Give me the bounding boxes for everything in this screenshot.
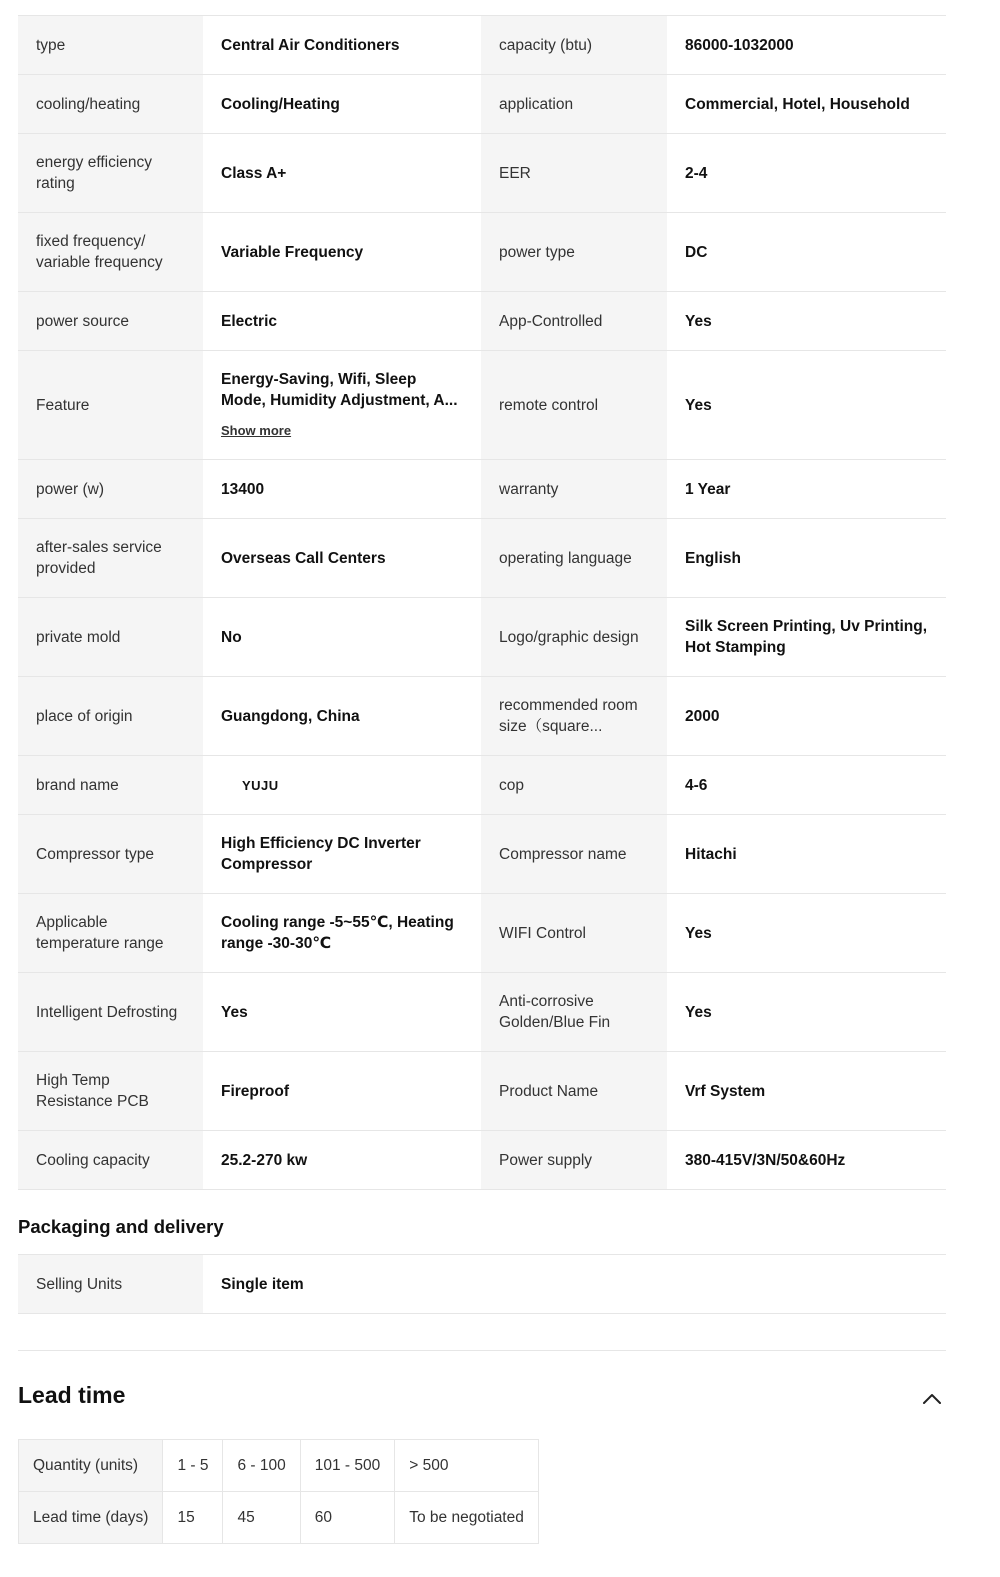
attribute-value: 86000-1032000	[667, 16, 946, 75]
attribute-key: High Temp Resistance PCB	[18, 1052, 203, 1131]
attribute-key: application	[481, 75, 667, 134]
attribute-key: power (w)	[18, 460, 203, 519]
attribute-row	[18, 756, 946, 815]
attribute-key: WIFI Control	[481, 894, 667, 973]
attribute-key: operating language	[481, 519, 667, 598]
attribute-value: 4-6	[667, 756, 946, 815]
attribute-value: High Efficiency DC Inverter Compressor	[203, 815, 481, 894]
lead-time-title: Lead time	[18, 1382, 126, 1408]
quantity-range: 101 - 500	[300, 1440, 395, 1492]
attribute-value: Cooling range -5~55℃, Heating range -30-30℃	[203, 894, 481, 973]
attribute-key: Compressor name	[481, 815, 667, 894]
attribute-value-cell	[203, 351, 481, 460]
attribute-key: energy efficiency rating	[18, 134, 203, 213]
attribute-row	[18, 351, 946, 460]
attribute-key: Power supply	[481, 1131, 667, 1190]
attribute-key: power type	[481, 213, 667, 292]
attribute-key: Logo/graphic design	[481, 598, 667, 677]
attribute-row	[18, 213, 946, 292]
attribute-row	[18, 1052, 946, 1131]
attribute-key: Cooling capacity	[18, 1131, 203, 1190]
attribute-row	[18, 815, 946, 894]
attribute-key: recommended room size（square...	[481, 677, 667, 756]
attribute-row	[18, 460, 946, 519]
attribute-row	[18, 894, 946, 973]
attribute-value: No	[203, 598, 481, 677]
selling-units-value: Single item	[203, 1255, 946, 1314]
attribute-value: Yes	[667, 894, 946, 973]
lead-days: 45	[223, 1492, 300, 1544]
lead-time-table	[18, 1439, 539, 1544]
attribute-key: warranty	[481, 460, 667, 519]
attribute-row	[18, 1131, 946, 1190]
attribute-key: Feature	[18, 351, 203, 460]
brand-name: YUJU	[242, 777, 279, 793]
attribute-key: type	[18, 16, 203, 75]
lead-days: 60	[300, 1492, 395, 1544]
attribute-value: DC	[667, 213, 946, 292]
attribute-value: Yes	[667, 351, 946, 460]
attribute-value: Silk Screen Printing, Uv Printing, Hot Stamping	[667, 598, 946, 677]
attribute-value: Fireproof	[203, 1052, 481, 1131]
attribute-key: brand name	[18, 756, 203, 815]
chevron-up-icon[interactable]	[920, 1389, 944, 1409]
attribute-row	[18, 16, 946, 75]
attribute-value: Commercial, Hotel, Household	[667, 75, 946, 134]
attribute-row	[18, 519, 946, 598]
attribute-key: fixed frequency/ variable frequency	[18, 213, 203, 292]
attribute-value: Electric	[203, 292, 481, 351]
quantity-label: Quantity (units)	[19, 1440, 163, 1492]
attribute-key: Product Name	[481, 1052, 667, 1131]
attribute-key: place of origin	[18, 677, 203, 756]
attribute-value: 2000	[667, 677, 946, 756]
show-more-link[interactable]: Show more	[221, 423, 292, 438]
attribute-value: Hitachi	[667, 815, 946, 894]
attribute-row	[18, 1255, 946, 1314]
lead-time-days-row	[19, 1492, 539, 1544]
attribute-key: power source	[18, 292, 203, 351]
attribute-value: Vrf System	[667, 1052, 946, 1131]
attribute-row	[18, 598, 946, 677]
attribute-value: 25.2-270 kw	[203, 1131, 481, 1190]
attribute-key: after-sales service provided	[18, 519, 203, 598]
attribute-key: App-Controlled	[481, 292, 667, 351]
attribute-key: EER	[481, 134, 667, 213]
attribute-value: Guangdong, China	[203, 677, 481, 756]
product-details	[18, 15, 946, 1544]
attribute-value: Variable Frequency	[203, 213, 481, 292]
attribute-key: Applicable temperature range	[18, 894, 203, 973]
quantity-range: > 500	[395, 1440, 539, 1492]
attribute-value: Overseas Call Centers	[203, 519, 481, 598]
lead-days: 15	[163, 1492, 223, 1544]
attribute-value: Central Air Conditioners	[203, 16, 481, 75]
packaging-title: Packaging and delivery	[18, 1216, 224, 1237]
selling-units-label: Selling Units	[18, 1255, 203, 1314]
attribute-value: 1 Year	[667, 460, 946, 519]
packaging-table	[18, 1254, 946, 1314]
quantity-range: 1 - 5	[163, 1440, 223, 1492]
lead-days-label: Lead time (days)	[19, 1492, 163, 1544]
attribute-key: cop	[481, 756, 667, 815]
attribute-key: private mold	[18, 598, 203, 677]
attribute-value: Yes	[667, 973, 946, 1052]
attribute-value: Class A+	[203, 134, 481, 213]
attribute-row	[18, 292, 946, 351]
attribute-value: 13400	[203, 460, 481, 519]
attribute-key: cooling/heating	[18, 75, 203, 134]
lead-time-quantity-row	[19, 1440, 539, 1492]
lead-time-header	[18, 1351, 946, 1439]
attribute-row	[18, 677, 946, 756]
attribute-value: English	[667, 519, 946, 598]
lead-days: To be negotiated	[395, 1492, 539, 1544]
attribute-value: Cooling/Heating	[203, 75, 481, 134]
attribute-value: 2-4	[667, 134, 946, 213]
attribute-value: Yes	[667, 292, 946, 351]
attribute-value-cell	[203, 756, 481, 815]
attribute-value: Energy-Saving, Wifi, Sleep Mode, Humidity Adjustment, A...	[221, 371, 458, 409]
quantity-range: 6 - 100	[223, 1440, 300, 1492]
attribute-key: remote control	[481, 351, 667, 460]
attribute-row	[18, 134, 946, 213]
attribute-row	[18, 75, 946, 134]
attribute-value: Yes	[203, 973, 481, 1052]
attribute-key: Compressor type	[18, 815, 203, 894]
attribute-value: 380-415V/3N/50&60Hz	[667, 1131, 946, 1190]
attribute-key: Anti-corrosive Golden/Blue Fin	[481, 973, 667, 1052]
attribute-row	[18, 973, 946, 1052]
attribute-key: capacity (btu)	[481, 16, 667, 75]
attribute-key: Intelligent Defrosting	[18, 973, 203, 1052]
attributes-table	[18, 15, 946, 1190]
